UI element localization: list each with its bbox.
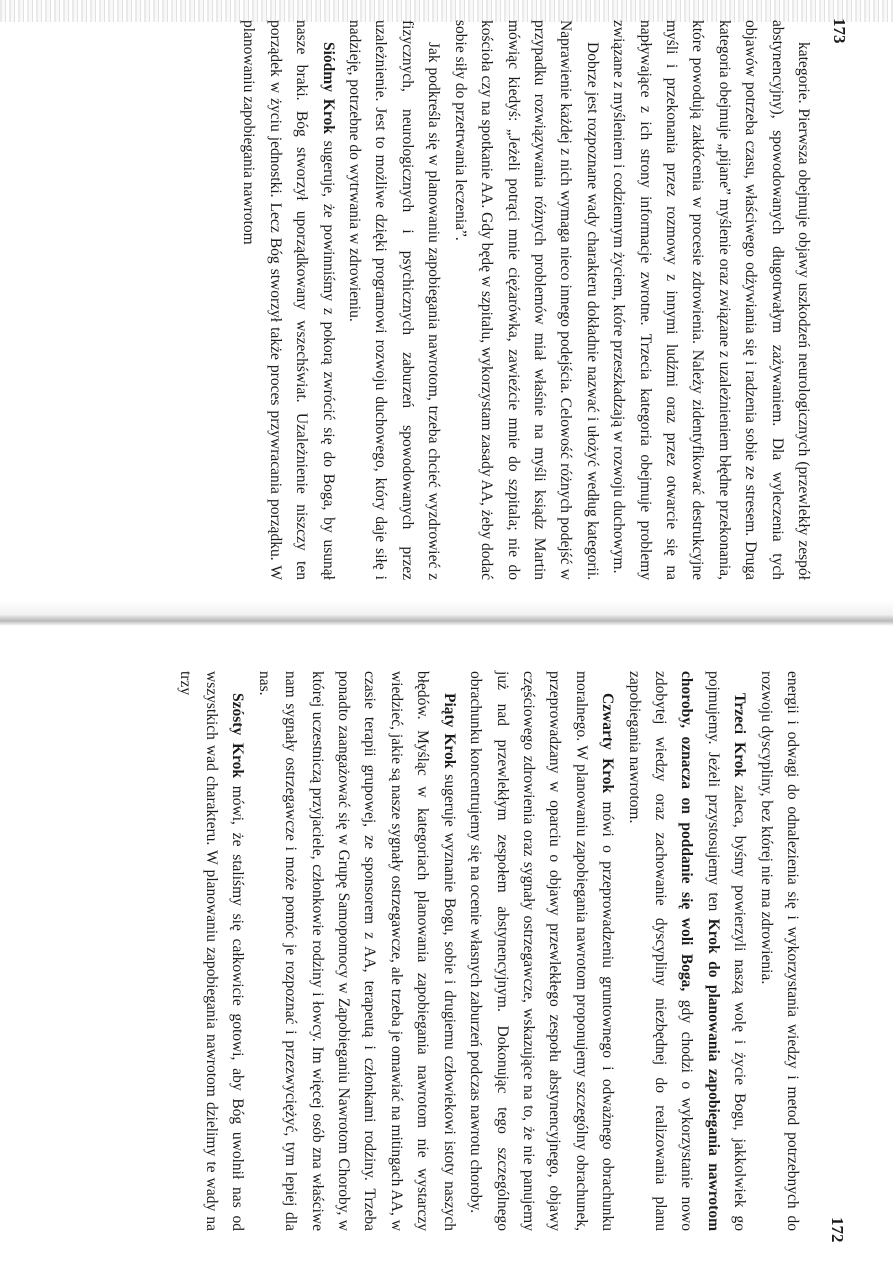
paragraph xyxy=(462,671,620,1231)
text-run: Dobrze jest rozpoznane wady charakteru dokładnie nazwać i ułożyć według kategorii. Naprawienie każdej z nich wymaga nieco innego podejścia. Celowość różnych podejść w przypadku rozwiązywania różnych problemów miał właśnie na myśli ksiądz Martin mówiąc kiedyś: „Jeżeli potrąci mnie ciężarówka, zawieźcie mnie do szpitala; nie do kościoła czy na spotkanie AA. Gdy będę w szpitalu, wykorzystam zasady AA, żeby dodać sobie siły do przetrwania leczenia”. xyxy=(451,20,601,580)
paragraph xyxy=(620,671,752,1231)
text-run: Jak podkreśla się w planowaniu zapobiegania nawrotom, trzeba chcieć wyzdrowieć z fizycznych, neurologicznych i psychicznych zaburzeń spowodowanych przez uzależnienie. Jest to możliwe dzięki programowi rozwoju duchowego, który daje siłę i nadzieję, potrzebne do wytrwania w zdrowieniu. xyxy=(346,20,443,580)
bold-run: Czwarty Krok xyxy=(599,693,617,794)
text-run: zaleca, byśmy powierzyli naszą wolę i życie Bogu, jakkolwiek go pojmujemy. Jeżeli przystosujemy ten xyxy=(704,671,749,1231)
paragraph xyxy=(171,671,250,1231)
paragraph xyxy=(605,20,816,580)
text-run: mówi o przeprowadzeniu gruntownego i odważnego obrachunku moralnego. W planowaniu zapobiegania nawrotom proponujemy szczególny obrachunek, przeprowadzany w oparciu o objawy przewlekłego zespołu abstynencyjnego, objawy częściowego zdrowienia oraz sygnały ostrzegawcze, wskazujące na to, że nie panujemy już nad przewlekłym zespołem abstynencyjnym. Dokonując tego szczególnego obrachunku koncentrujemy się na ocenie własnych zaburzeń podczas nawrotu choroby. xyxy=(467,671,617,1231)
paragraph xyxy=(341,20,447,580)
page-173-text xyxy=(235,20,816,580)
text-run: mówi, że staliśmy się całkowicie gotowi, aby Bóg uwolnił nas od wszystkich wad charakteru. W planowaniu zapobiegania nawrotom dzielimy te wady na trzy xyxy=(176,671,247,1231)
page-172-text xyxy=(171,671,805,1231)
bold-run: Trzeci Krok xyxy=(731,693,749,778)
page-number-172: 172 xyxy=(828,1217,847,1243)
paragraph xyxy=(446,20,604,580)
bold-run: Szósty Krok xyxy=(229,693,247,778)
bold-run: Krok do planowania zapobiegania nawrotom choroby, oznacza on poddanie się woli Boga, xyxy=(678,671,722,1231)
paragraph xyxy=(235,20,341,580)
text-run: gdy chodzi o wykorzystanie nowo zdobytej wiedzy oraz zachowanie dyscypliny niezbędnej do realizowania planu zapobiegania nawrotom. xyxy=(625,671,696,1231)
text-run: kategorie. Pierwsza obejmuje objawy uszkodzeń neurologicznych (przewlekły zespół abstynencyjny), spowodowanych długotrwałym zażywaniem. Dla wyleczenia tych objawów potrzeba czasu, właściwego odżywiania się i radzenia sobie ze stresem. Druga kategoria obejmuje „pijane” myślenie oraz związane z uzależnieniem błędne przekonania, które powodują zakłócenia w procesie zdrowienia. Należy zidentyfikować destrukcyjne myśli i przekonania przez rozmowy z innymi ludźmi oraz przez otwarcie się na napływające z ich strony informacje zwrotne. Trzecia kategoria obejmuje problemy związane z myśleniem i codziennym życiem, które przeszkadzają w rozwoju duchowym. xyxy=(610,20,812,580)
text-run: sugeruje, że powinniśmy z pokorą zwrócić się do Boga, by usunął nasze braki. Bóg stworzył uporządkowany wszechświat. Uzależnienie niszczy ten porządek w życiu jednostki. Lecz Bóg stworzył także proces przywracania porządku. W planowaniu zapobiegania nawrotom xyxy=(240,20,337,580)
bold-run: Piąty Krok xyxy=(440,693,458,769)
page-172 xyxy=(0,633,893,1263)
text-run: sugeruje wyznanie Bogu, sobie i drugiemu człowiekowi istoty naszych błędów. Myśląc w kategoriach planowania zapobiegania nawrotom nie wystarczy wiedzieć, jakie są nasze sygnały ostrzegawcze, ale trzeba je omawiać na mitingach AA, w czasie terapii grupowej, ze sponsorem z AA, terapeutą i członkami rodziny. Trzeba ponadto zaangażować się w Grupę Samopomocy w Zapobieganiu Nawrotom Choroby, w której uczestniczą przyjaciele, członkowie rodziny i łowcy. Im więcej osób zna właściwe nam sygnały ostrzegawcze i może pomóc je rozpoznać i przezwyciężyć, tym lepiej dla nas. xyxy=(255,671,458,1232)
book-fold-shadow xyxy=(0,600,893,626)
paragraph xyxy=(250,671,461,1231)
bold-run: Siódmy Krok xyxy=(319,42,337,134)
page-173 xyxy=(0,0,893,620)
paragraph xyxy=(752,671,805,1231)
page-number-173: 173 xyxy=(830,18,849,44)
text-run: energii i odwagi do odnalezienia się i wykorzystania wiedzy i metod potrzebnych do rozwoju dyscypliny, bez której nie ma zdrowienia. xyxy=(757,671,801,1231)
